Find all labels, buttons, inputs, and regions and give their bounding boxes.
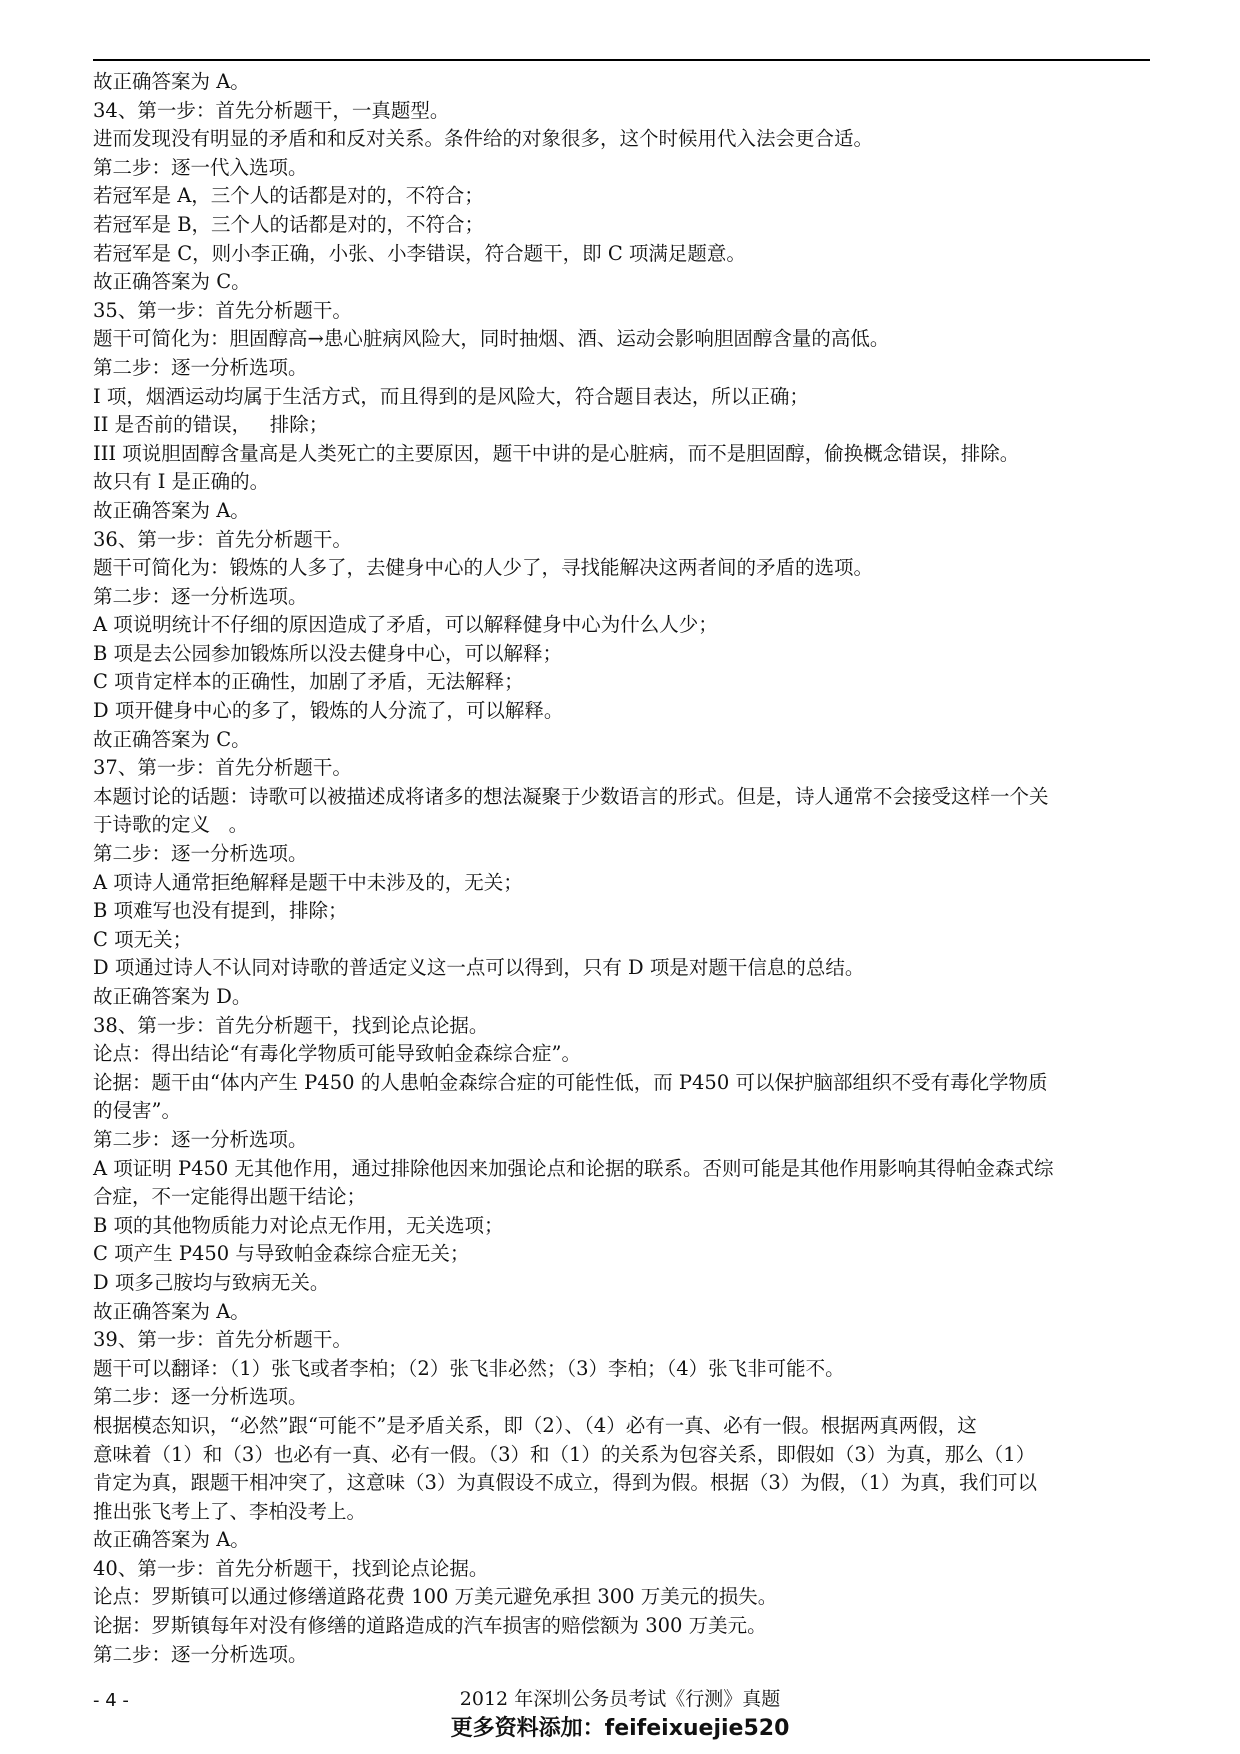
text-line: 论据：罗斯镇每年对没有修缮的道路造成的汽车损害的赔偿额为 300 万美元。 (93, 1614, 767, 1638)
text-line: 39、第一步：首先分析题干。 (93, 1328, 352, 1352)
text-line: 题干可以翻译：（1）张飞或者李柏；（2）张飞非必然；（3）李柏；（4）张飞非可能不。 (93, 1356, 845, 1380)
text-line: 第二步：逐一分析选项。 (93, 1385, 308, 1409)
text-line: 故正确答案为 A。 (93, 498, 250, 522)
footer-promo (0, 1714, 1240, 1743)
text-line: 合症，不一定能得出题干结论； (93, 1185, 367, 1209)
text-line: 故正确答案为 A。 (93, 1528, 250, 1552)
text-line: 35、第一步：首先分析题干。 (93, 298, 352, 322)
answer-explanations (93, 68, 1150, 1669)
text-line: 若冠军是 B，三个人的话都是对的，不符合； (93, 212, 485, 236)
text-line: 故正确答案为 C。 (93, 727, 251, 751)
text-line: D 项开健身中心的多了，锻炼的人分流了，可以解释。 (93, 699, 564, 723)
text-line: 36、第一步：首先分析题干。 (93, 527, 352, 551)
text-line: 37、第一步：首先分析题干。 (93, 756, 352, 780)
text-line: 40、第一步：首先分析题干，找到论点论据。 (93, 1556, 489, 1580)
text-line: 进而发现没有明显的矛盾和和反对关系。条件给的对象很多，这个时候用代入法会更合适。 (93, 127, 874, 151)
text-line: C 项无关； (93, 927, 193, 951)
text-line: 第二步：逐一分析选项。 (93, 1642, 308, 1666)
text-line: 若冠军是 A，三个人的话都是对的，不符合； (93, 184, 484, 208)
text-line: C 项产生 P450 与导致帕金森综合症无关； (93, 1242, 470, 1266)
text-line: 论点：得出结论“有毒化学物质可能导致帕金森综合症”。 (93, 1042, 581, 1066)
text-line: 故只有 I 是正确的。 (93, 470, 270, 494)
text-line: 根据模态知识，“必然”跟“可能不”是矛盾关系，即（2）、（4）必有一真、必有一假。根据两真两假，这 (93, 1413, 977, 1437)
text-line: 第二步：逐一分析选项。 (93, 842, 308, 866)
text-line: 题干可简化为：胆固醇高→患心脏病风险大，同时抽烟、酒、运动会影响胆固醇含量的高低。 (93, 327, 890, 351)
text-line: 若冠军是 C，则小李正确，小张、小李错误，符合题干，即 C 项满足题意。 (93, 241, 746, 265)
text-line: B 项是去公园参加锻炼所以没去健身中心，可以解释； (93, 641, 563, 665)
text-line: 第二步：逐一代入选项。 (93, 155, 308, 179)
page-number: - 4 - (93, 1690, 129, 1711)
promo-label: 更多资料添加： (450, 1715, 605, 1741)
text-line: II 是否前的错误， 排除； (93, 413, 329, 437)
text-line: 第二步：逐一分析选项。 (93, 1127, 308, 1151)
text-line: 推出张飞考上了、李柏没考上。 (93, 1499, 367, 1523)
text-line: 题干可简化为：锻炼的人多了，去健身中心的人少了，寻找能解决这两者间的矛盾的选项。 (93, 556, 874, 580)
footer-title: 2012 年深圳公务员考试《行测》真题 (459, 1688, 781, 1710)
text-line: 故正确答案为 A。 (93, 70, 250, 93)
text-line: D 项通过诗人不认同对诗歌的普适定义这一点可以得到，只有 D 项是对题干信息的总结。 (93, 956, 865, 980)
text-line: 的侵害”。 (93, 1099, 181, 1123)
text-line: III 项说胆固醇含量高是人类死亡的主要原因，题干中讲的是心脏病，而不是胆固醇，偷换概念错误，排除。 (93, 441, 1020, 465)
text-line: 第二步：逐一分析选项。 (93, 584, 308, 608)
text-line: 意味着（1）和（3）也必有一真、必有一假。（3）和（1）的关系为包容关系，即假如（3）为真，那么（1） (93, 1442, 1036, 1466)
text-line: I 项，烟酒运动均属于生活方式，而且得到的是风险大，符合题目表达，所以正确； (93, 384, 809, 408)
text-line: 本题讨论的话题：诗歌可以被描述成将诸多的想法凝聚于少数语言的形式。但是，诗人通常不会接受这样一个关 (93, 784, 1049, 808)
text-line: D 项多己胺均与致病无关。 (93, 1270, 330, 1294)
text-line: B 项难写也没有提到，排除； (93, 899, 348, 923)
text-line: A 项诗人通常拒绝解释是题干中未涉及的，无关； (93, 870, 523, 894)
text-line: B 项的其他物质能力对论点无作用，无关选项； (93, 1213, 504, 1237)
text-line: 38、第一步：首先分析题干，找到论点论据。 (93, 1013, 489, 1037)
text-line: A 项证明 P450 无其他作用，通过排除他因来加强论点和论据的联系。否则可能是其他作用影响其得帕金森式综 (93, 1156, 1054, 1180)
text-line: 论据：题干由“体内产生 P450 的人患帕金森综合症的可能性低，而 P450 可以保护脑部组织不受有毒化学物质 (93, 1070, 1048, 1094)
text-line: 故正确答案为 C。 (93, 270, 251, 294)
text-line: 论点：罗斯镇可以通过修缮道路花费 100 万美元避免承担 300 万美元的损失。 (93, 1585, 778, 1609)
text-line: A 项说明统计不仔细的原因造成了矛盾，可以解释健身中心为什么人少； (93, 613, 718, 637)
text-line: C 项肯定样本的正确性，加剧了矛盾，无法解释； (93, 670, 524, 694)
text-line: 肯定为真，跟题干相冲突了，这意味（3）为真假设不成立，得到为假。根据（3）为假，（1）为真，我们可以 (93, 1471, 1037, 1495)
text-line: 第二步：逐一分析选项。 (93, 355, 308, 379)
text-line: 故正确答案为 D。 (93, 985, 252, 1008)
promo-handle: feifeixuejie520 (604, 1716, 790, 1741)
text-line: 34、第一步：首先分析题干，一真题型。 (93, 98, 450, 122)
text-line: 于诗歌的定义 。 (93, 813, 249, 837)
text-line: 故正确答案为 A。 (93, 1299, 250, 1323)
header-rule (93, 59, 1150, 61)
